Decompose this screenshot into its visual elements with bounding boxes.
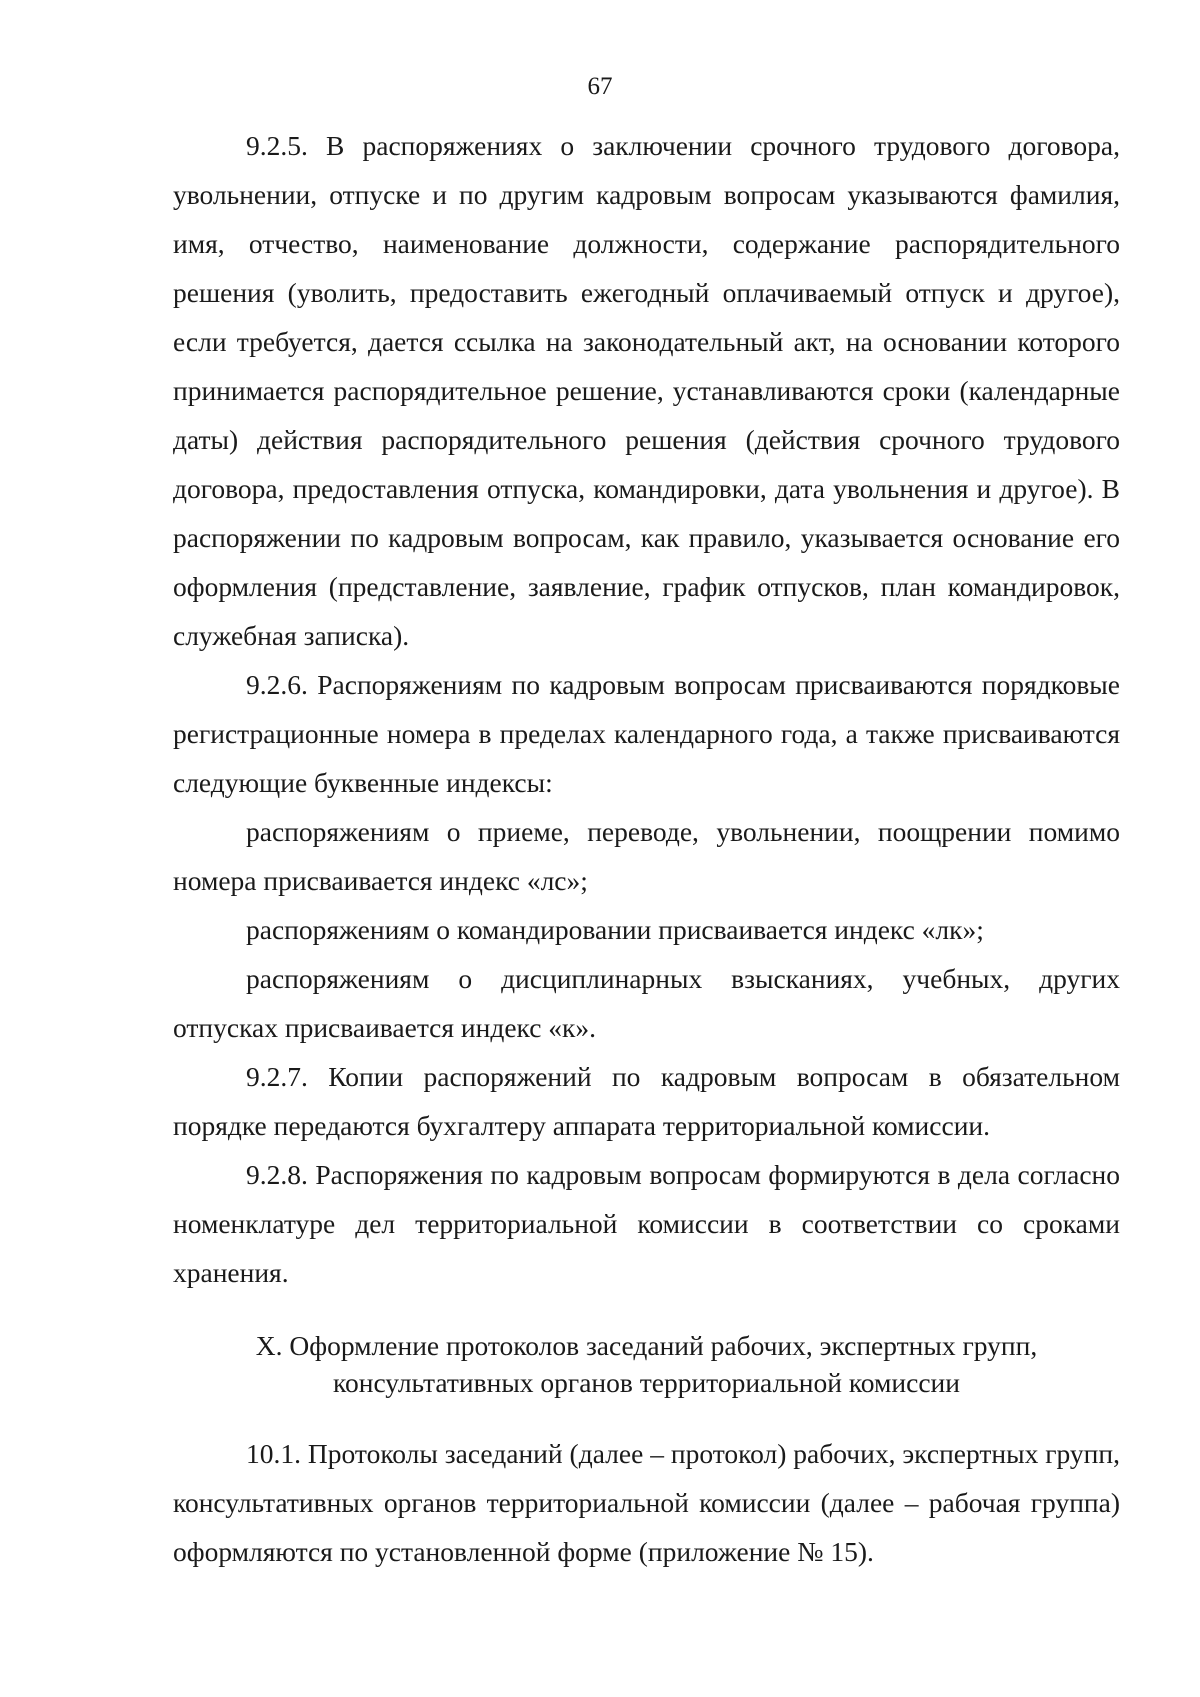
paragraph-9-2-7: 9.2.7. Копии распоряжений по кадровым вопросам в обязательном порядке передаются бухгалтеру аппарата территориальной комиссии.	[173, 1061, 1120, 1141]
section-heading	[173, 1327, 1120, 1401]
section-heading-line-1: X. Оформление протоколов заседаний рабочих, экспертных групп,	[255, 1330, 1038, 1361]
paragraph-index-ls: распоряжениям о приеме, переводе, увольнении, поощрении помимо номера присваивается индекс «лс»;	[173, 816, 1120, 896]
spacer	[173, 1401, 1120, 1429]
paragraph-9-2-5: 9.2.5. В распоряжениях о заключении срочного трудового договора, увольнении, отпуске и по другим кадровым вопросам указываются фамилия, имя, отчество, наименование должности, содержание распорядительного решения (уволить, предоставить ежегодный оплачиваемый отпуск и другое), если требуется, дается ссылка на законодательный акт, на основании которого принимается распорядительное решение, устанавливаются сроки (календарные даты) действия распорядительного решения (действия срочного трудового договора, предоставления отпуска, командировки, дата увольнения и другое). В распоряжении по кадровым вопросам, как правило, указывается основание его оформления (представление, заявление, график отпусков, план командировок, служебная записка).	[173, 130, 1120, 651]
paragraph-index-lk: распоряжениям о командировании присваивается индекс «лк»;	[246, 914, 984, 945]
paragraph-10-1: 10.1. Протоколы заседаний (далее – протокол) рабочих, экспертных групп, консультативных органов территориальной комиссии (далее – рабочая группа) оформляются по установленной форме (приложение № 15).	[173, 1438, 1120, 1567]
paragraph-9-2-6: 9.2.6. Распоряжениям по кадровым вопросам присваиваются порядковые регистрационные номера в пределах календарного года, а также присваиваются следующие буквенные индексы:	[173, 669, 1120, 798]
spacer	[173, 1297, 1120, 1327]
section-heading-line-2: консультативных органов территориальной комиссии	[333, 1367, 960, 1398]
paragraph-index-k: распоряжениям о дисциплинарных взысканиях, учебных, других отпусках присваивается индекс «к».	[173, 963, 1120, 1043]
page-number: 67	[587, 73, 613, 100]
paragraph-9-2-8: 9.2.8. Распоряжения по кадровым вопросам формируются в дела согласно номенклатуре дел территориальной комиссии в соответствии со сроками хранения.	[173, 1159, 1120, 1288]
document-body	[173, 121, 1120, 1576]
